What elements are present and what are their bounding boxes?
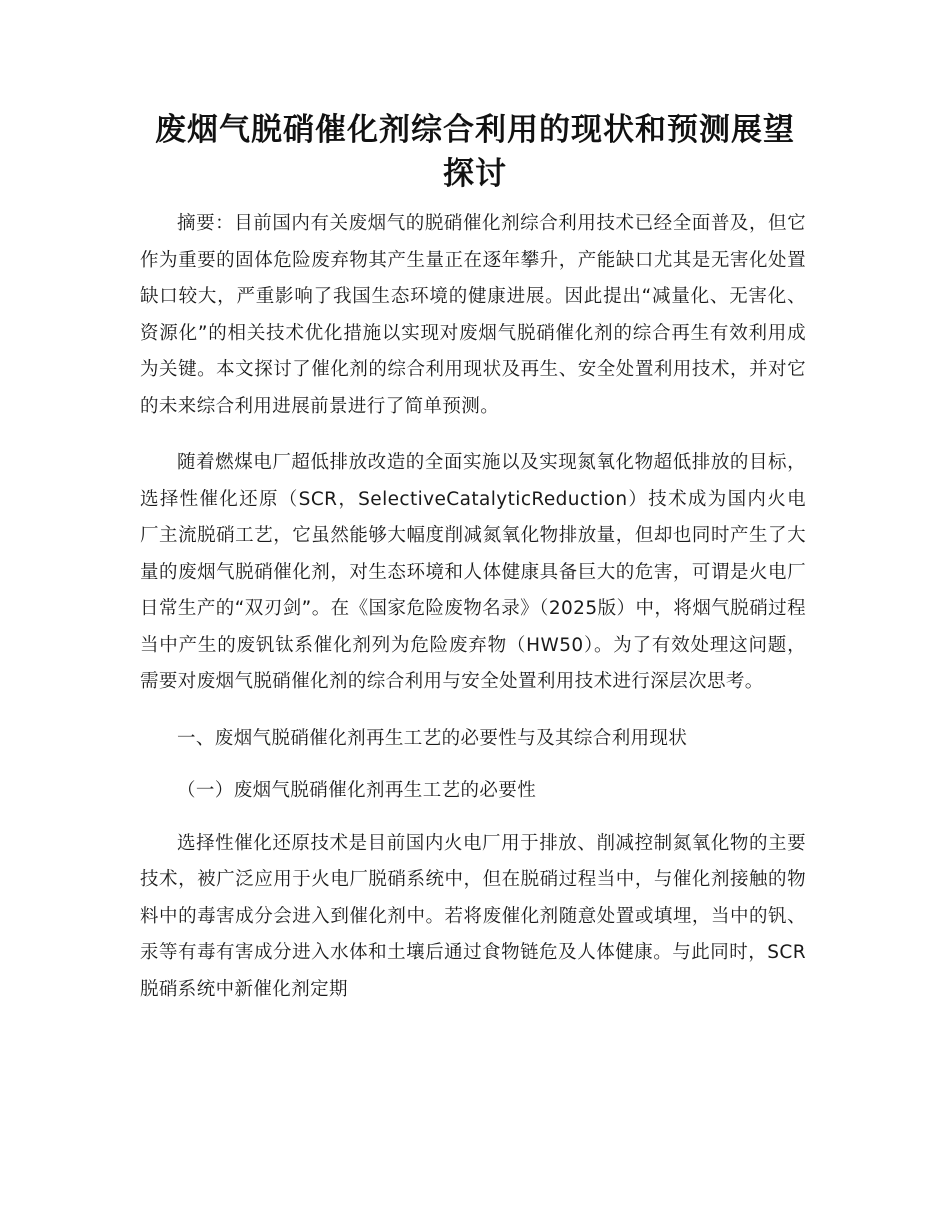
subsection-heading: （一）废烟气脱硝催化剂再生工艺的必要性: [177, 780, 537, 801]
section-body-paragraph: 选择性催化还原技术是目前国内火电厂用于排放、削减控制氮氧化物的主要技术，被广泛应用于火电厂脱硝系统中，但在脱硝过程当中，与催化剂接触的物料中的毒害成分会进入到催化剂中。若将废催化剂随意处置或填埋，当中的钒、汞等有毒有害成分进入水体和土壤后通过食物链危及人体健康。与此同时，SCR脱硝系统中新催化剂定期: [140, 832, 806, 1000]
intro-paragraph: 随着燃煤电厂超低排放改造的全面实施以及实现氮氧化物超低排放的目标，选择性催化还原（SCR，SelectiveCatalyticReduction）技术成为国内火电厂主流脱硝工艺，它虽然能够大幅度削减氮氧化物排放量，但却也同时产生了大量的废烟气脱硝催化剂，对生态环境和人体健康具备巨大的危害，可谓是火电厂日常生产的“双刃剑”。在《国家危险废物名录》（2025版）中，将烟气脱硝过程当中产生的废钒钛系催化剂列为危险废弃物（HW50）。为了有效处理这问题，需要对废烟气脱硝催化剂的综合利用与安全处置利用技术进行深层次思考。: [140, 452, 806, 692]
section-heading: 一、废烟气脱硝催化剂再生工艺的必要性与及其综合利用现状: [177, 727, 688, 749]
abstract-paragraph: 摘要：目前国内有关废烟气的脱硝催化剂综合利用技术已经全面普及，但它作为重要的固体危险废弃物其产生量正在逐年攀升，产能缺口尤其是无害化处置缺口较大，严重影响了我国生态环境的健康进展。因此提出“减量化、无害化、资源化”的相关技术优化措施以实现对废烟气脱硝催化剂的综合再生有效利用成为关键。本文探讨了催化剂的综合利用现状及再生、安全处置利用技术，并对它的未来综合利用进展前景进行了简单预测。: [140, 213, 806, 417]
document-body: [140, 206, 806, 1008]
document-title: 废烟气脱硝催化剂综合利用的现状和预测展望探讨: [155, 112, 795, 192]
